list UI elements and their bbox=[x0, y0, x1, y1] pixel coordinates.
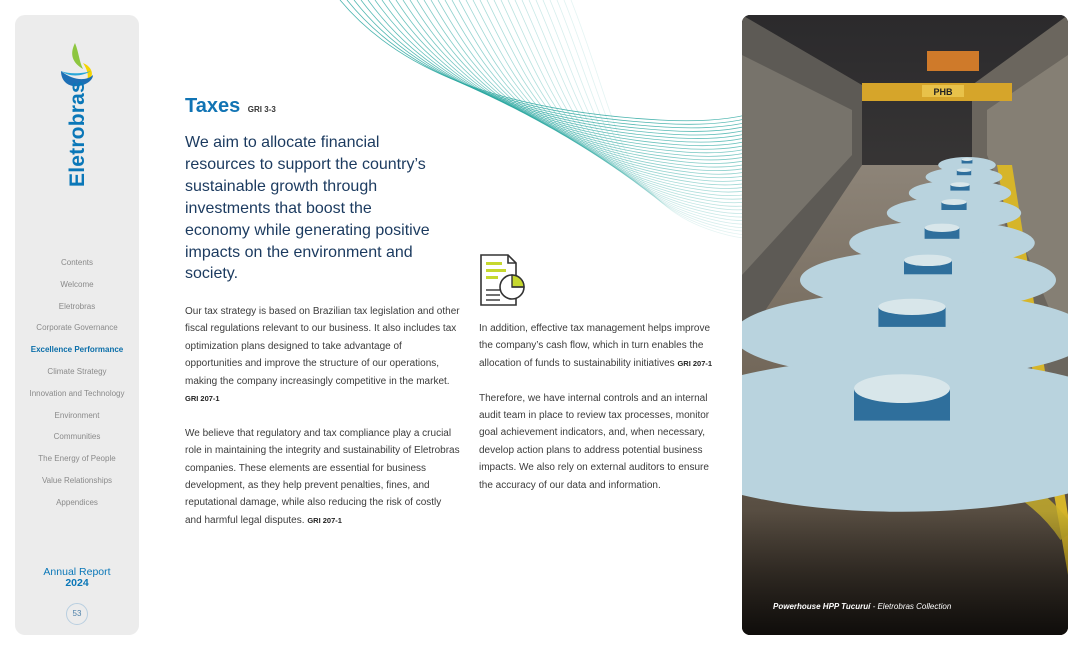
paragraph-text: Our tax strategy is based on Brazilian tax legislation and other fiscal regulations relevant to our business. It also includes tax optimization plans designed to take advantage of opportunities and improve the structure of our operations, making the company increasingly competitive in the market. bbox=[185, 306, 460, 387]
nav-item-innovation-technology[interactable]: Innovation and Technology bbox=[29, 388, 125, 398]
text-column-right bbox=[479, 320, 719, 511]
nav-item-communities[interactable]: Communities bbox=[53, 432, 101, 442]
nav-item-climate-strategy[interactable]: Climate Strategy bbox=[47, 366, 107, 376]
lead-paragraph: We aim to allocate financial resources to support the country’s sustainable growth through investments that boost the economy while generating positive impacts on the environment and society. bbox=[185, 134, 430, 283]
paragraph: Therefore, we have internal controls and an internal audit team in place to review tax processes, monitor goal achievement indicators, and, when necessary, develop action plans to address potential business impacts. We also rely on external auditors to ensure the accuracy of our data and information. bbox=[479, 392, 710, 491]
title-gri-tag: GRI 3-3 bbox=[247, 105, 276, 114]
paragraph bbox=[479, 320, 719, 372]
caption-title: Powerhouse HPP Tucuruí bbox=[773, 602, 871, 611]
nav-item-excellence-performance[interactable]: Excellence Performance bbox=[30, 345, 124, 355]
page-number: 53 bbox=[66, 603, 88, 625]
photo-caption bbox=[773, 602, 951, 611]
nav-item-welcome[interactable]: Welcome bbox=[60, 279, 94, 289]
sidebar-nav bbox=[15, 252, 139, 514]
sidebar bbox=[15, 15, 139, 635]
powerhouse-illustration bbox=[742, 15, 1068, 635]
paragraph-text: In addition, effective tax management helps improve the company’s cash flow, which in turn enables the allocation of funds to sustainability initiatives bbox=[479, 323, 711, 369]
gri-tag: GRI 207-1 bbox=[185, 394, 220, 404]
section-title-text: Taxes bbox=[185, 95, 241, 117]
paragraph-text: We believe that regulatory and tax compliance play a crucial role in maintaining the integrity and sustainability of Eletrobras companies. These elements are essential for business development, as they help prevent penalties, fines, and reputational damage, while also reducing the risk of costly and harmful legal disputes. bbox=[185, 427, 460, 526]
nav-item-eletrobras[interactable]: Eletrobras bbox=[58, 301, 96, 311]
gri-tag: GRI 207-1 bbox=[307, 515, 342, 525]
brand-name: Eletrobras bbox=[66, 81, 89, 187]
report-chart-icon bbox=[478, 252, 528, 308]
nav-item-environment[interactable]: Environment bbox=[54, 410, 100, 420]
nav-item-corporate-governance[interactable]: Corporate Governance bbox=[36, 323, 118, 333]
annual-report-label bbox=[15, 566, 139, 589]
nav-item-value-relationships[interactable]: Value Relationships bbox=[41, 475, 113, 485]
paragraph bbox=[185, 425, 460, 529]
eletrobras-wordmark bbox=[35, 81, 115, 195]
report-year: 2024 bbox=[65, 577, 89, 589]
report-title: Annual Report bbox=[43, 566, 111, 578]
caption-credit: - Eletrobras Collection bbox=[870, 602, 952, 611]
section-title bbox=[185, 95, 276, 118]
gri-tag: GRI 207-1 bbox=[677, 358, 713, 368]
nav-item-contents[interactable]: Contents bbox=[60, 258, 94, 267]
nav-item-energy-of-people[interactable]: The Energy of People bbox=[38, 454, 116, 464]
paragraph bbox=[185, 303, 460, 407]
text-column-left bbox=[185, 303, 460, 547]
powerhouse-photo bbox=[742, 15, 1068, 635]
nav-item-appendices[interactable]: Appendices bbox=[56, 497, 98, 507]
